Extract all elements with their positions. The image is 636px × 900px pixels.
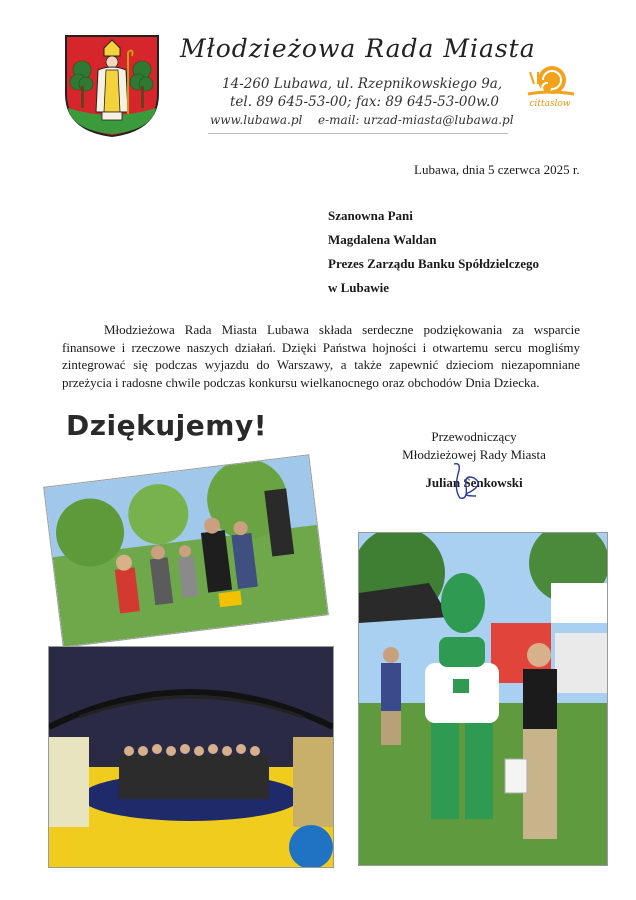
recipient-location: w Lubawie — [328, 280, 390, 295]
council-title: Młodzieżowa Rada Miasta — [180, 34, 536, 63]
cittaslow-logo — [522, 62, 578, 110]
coat-of-arms-logo — [64, 34, 160, 138]
letter-body: Młodzieżowa Rada Miasta Lubawa składa serdeczne podziękowania za wsparcie finansowe i rzeczowe naszych działań. Dzięki Państwa hojności i otwartemu sercu mogliśmy zintegrować się podczas wyjazdu do Warszawy, a także zapewnić dzieciom niezapomniane przeżycia i radosne chwile podczas konkursu wielkanocnego oraz obchodów Dnia Dziecka. — [62, 322, 580, 390]
council-phone: tel. 89 645-53-00; fax: 89 645-53-00w.0 — [230, 94, 499, 110]
council-email[interactable]: e-mail: urzad-miasta@lubawa.pl — [318, 113, 514, 127]
header-divider — [208, 133, 508, 134]
cittaslow-logo-text: cittaslow — [529, 99, 571, 109]
signatory-role-line2: Młodzieżowej Rady Miasta — [402, 447, 546, 462]
thanks-heading: Dziękujemy! — [66, 409, 267, 442]
photo-mascot-event — [358, 532, 608, 866]
signatory-role-line1: Przewodniczący — [431, 429, 517, 444]
letter-date: Lubawa, dnia 5 czerwca 2025 r. — [414, 162, 580, 177]
handwritten-signature — [440, 460, 492, 502]
recipient-name: Magdalena Waldan — [328, 232, 437, 247]
council-website[interactable]: www.lubawa.pl — [210, 113, 303, 127]
recipient-salutation: Szanowna Pani — [328, 208, 413, 223]
council-address: 14-260 Lubawa, ul. Rzepnikowskiego 9a, — [222, 76, 503, 92]
recipient-position: Prezes Zarządu Banku Spółdzielczego — [328, 256, 540, 271]
photo-park-activity — [43, 454, 329, 647]
photo-group-indoor — [48, 646, 334, 868]
signatory-name: Julian Senkowski — [425, 475, 523, 490]
